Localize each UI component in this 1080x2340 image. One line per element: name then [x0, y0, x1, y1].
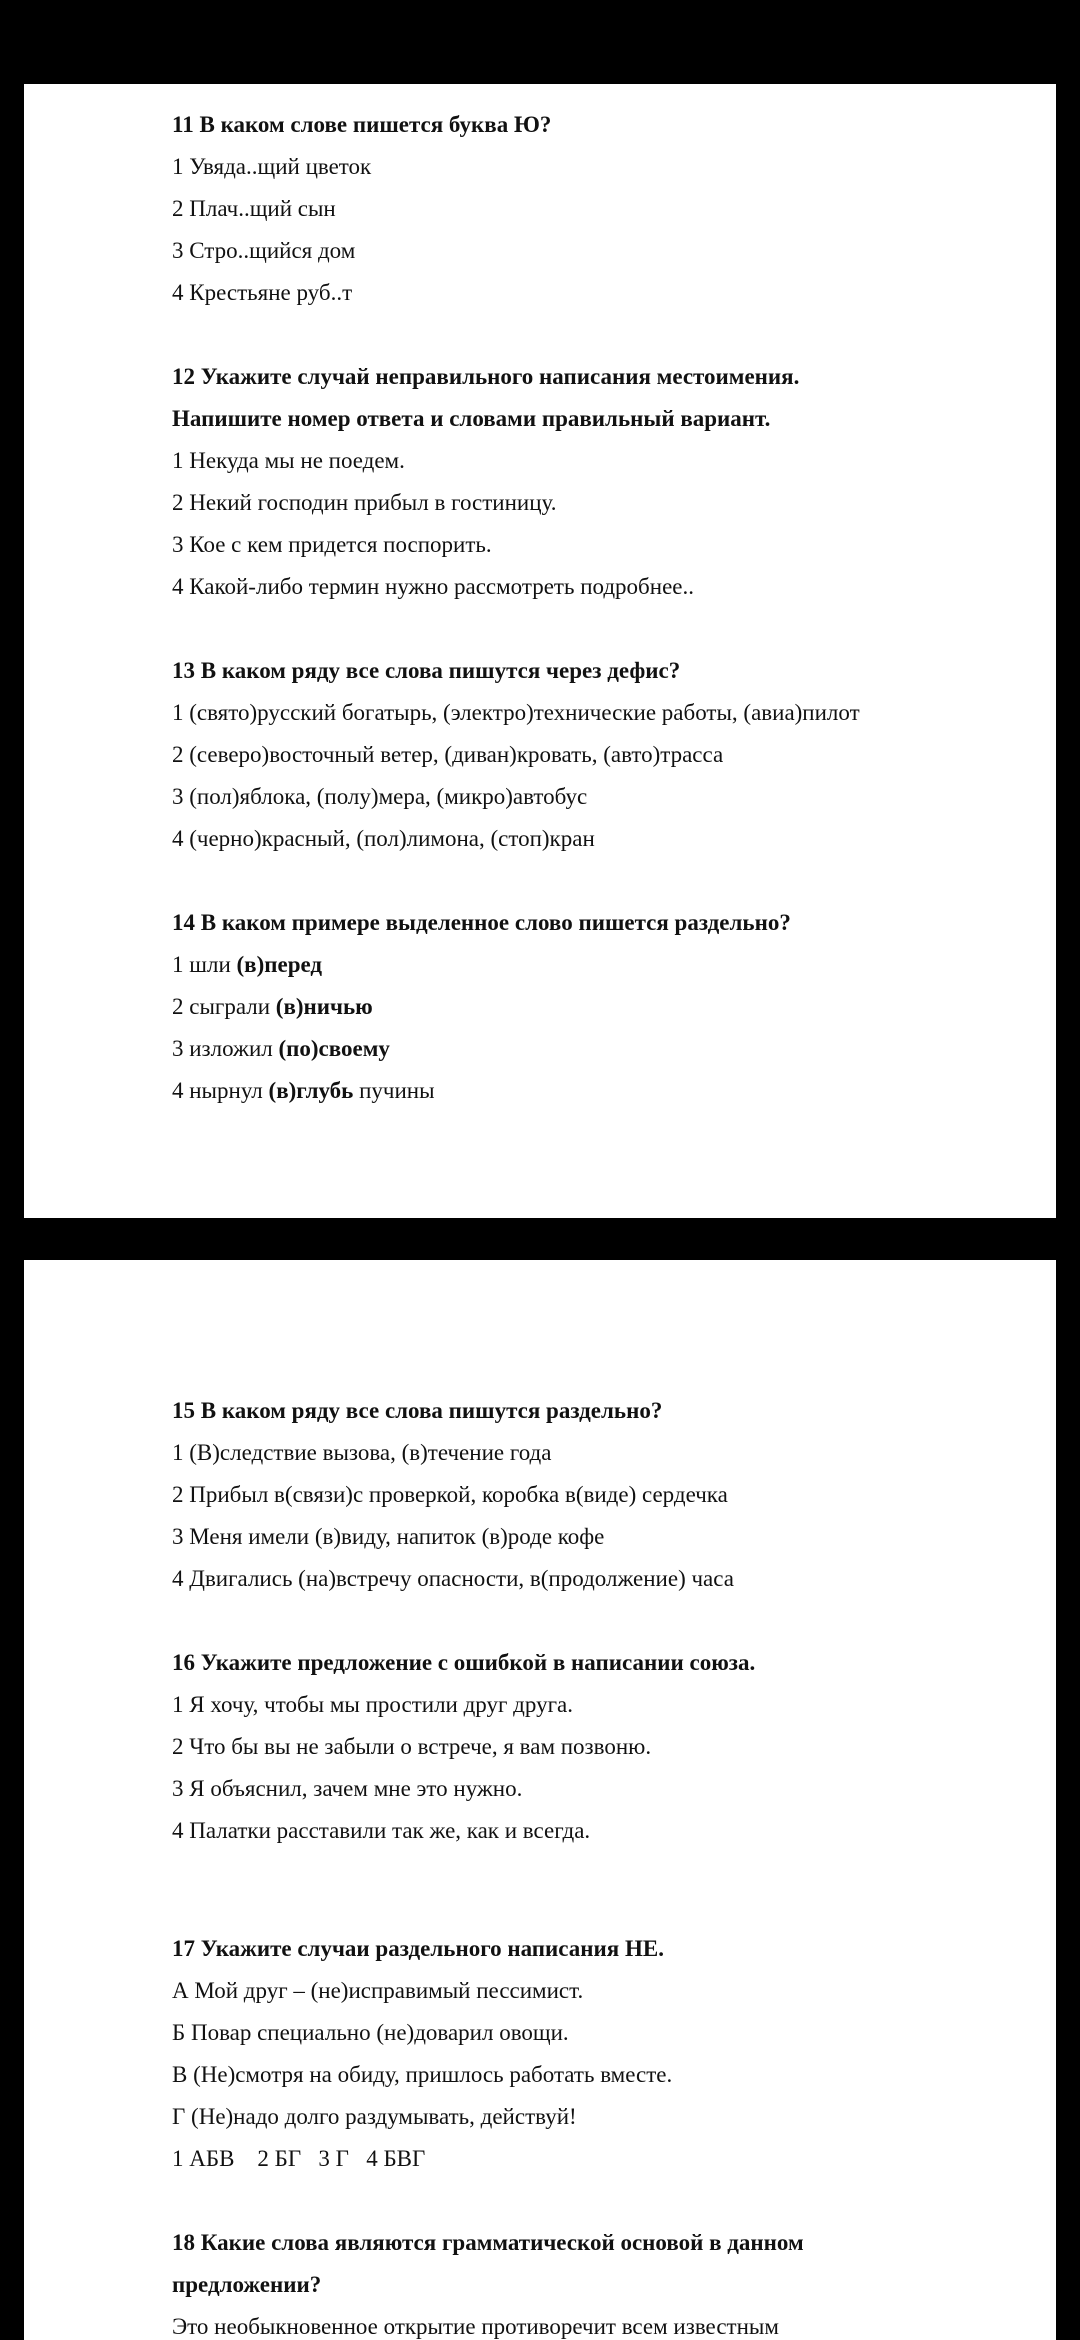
question-13-option-4: 4 (черно)красный, (пол)лимона, (стоп)кран	[172, 826, 595, 851]
question-18-title-line-1: 18 Какие слова являются грамматической основой в данном	[172, 2230, 804, 2255]
question-17-title: 17 Укажите случаи раздельного написания НЕ.	[172, 1936, 664, 1961]
question-17-option-g: Г (Не)надо долго раздумывать, действуй!	[172, 2104, 577, 2129]
question-14-option-2	[172, 986, 1036, 1028]
question-12-title-line-2: Напишите номер ответа и словами правильный вариант.	[172, 406, 771, 431]
highlighted-word: (в)перед	[236, 952, 323, 977]
question-15-option-2: 2 Прибыл в(связи)с проверкой, коробка в(виде) сердечка	[172, 1482, 728, 1507]
question-11-option-4: 4 Крестьяне руб..т	[172, 280, 353, 305]
spacer	[172, 1852, 1036, 1928]
page-2-content	[172, 1390, 1036, 2340]
highlighted-word: (в)ничью	[275, 994, 373, 1019]
option-text: 3 изложил	[172, 1036, 279, 1061]
question-14-option-3	[172, 1028, 1036, 1070]
question-13-option-1: 1 (свято)русский богатырь, (электро)технические работы, (авиа)пилот	[172, 700, 860, 725]
question-18-title-line-2: предложении?	[172, 2272, 322, 2297]
question-17-answers: 1 АБВ 2 БГ 3 Г 4 БВГ	[172, 2146, 426, 2171]
question-15-option-1: 1 (В)следствие вызова, (в)течение года	[172, 1440, 552, 1465]
question-18-text: Это необыкновенное открытие противоречит всем известным	[172, 2314, 779, 2339]
question-15-option-4: 4 Двигались (на)встречу опасности, в(продолжение) часа	[172, 1566, 734, 1591]
question-11-title: 11 В каком слове пишется буква Ю?	[172, 112, 552, 137]
question-16-option-3: 3 Я объяснил, зачем мне это нужно.	[172, 1776, 523, 1801]
question-17-option-b: Б Повар специально (не)доварил овощи.	[172, 2020, 569, 2045]
page-1-content	[172, 104, 1036, 1112]
question-17-option-a: А Мой друг – (не)исправимый пессимист.	[172, 1978, 584, 2003]
document-page-2	[24, 1260, 1056, 2340]
highlighted-word: (по)своему	[278, 1036, 390, 1061]
spacer	[172, 608, 1036, 650]
question-12-option-3: 3 Кое с кем придется поспорить.	[172, 532, 492, 557]
question-15-option-3: 3 Меня имели (в)виду, напиток (в)роде кофе	[172, 1524, 605, 1549]
question-13-option-2: 2 (северо)восточный ветер, (диван)кровать, (авто)трасса	[172, 742, 724, 767]
question-11-option-3: 3 Стро..щийся дом	[172, 238, 356, 263]
question-13-title: 13 В каком ряду все слова пишутся через дефис?	[172, 658, 681, 683]
question-13-option-3: 3 (пол)яблока, (полу)мера, (микро)автобус	[172, 784, 588, 809]
question-11-option-2: 2 Плач..щий сын	[172, 196, 336, 221]
option-text: 1 шли	[172, 952, 237, 977]
question-12-option-1: 1 Некуда мы не поедем.	[172, 448, 405, 473]
question-16-title: 16 Укажите предложение с ошибкой в написании союза.	[172, 1650, 756, 1675]
question-14-option-4	[172, 1070, 1036, 1112]
spacer	[172, 860, 1036, 902]
question-12-option-2: 2 Некий господин прибыл в гостиницу.	[172, 490, 557, 515]
question-12-title-line-1: 12 Укажите случай неправильного написания местоимения.	[172, 364, 800, 389]
question-16-option-2: 2 Что бы вы не забыли о встрече, я вам позвоню.	[172, 1734, 652, 1759]
question-11-option-1: 1 Увяда..щий цветок	[172, 154, 372, 179]
question-16-option-1: 1 Я хочу, чтобы мы простили друг друга.	[172, 1692, 573, 1717]
question-15-title: 15 В каком ряду все слова пишутся раздельно?	[172, 1398, 663, 1423]
question-16-option-4: 4 Палатки расставили так же, как и всегда.	[172, 1818, 591, 1843]
document-page-1	[24, 84, 1056, 1218]
option-text: 4 нырнул	[172, 1078, 269, 1103]
option-text: 2 сыграли	[172, 994, 276, 1019]
option-text: пучины	[353, 1078, 435, 1103]
highlighted-word: (в)глубь	[268, 1078, 354, 1103]
question-17-option-v: В (Не)смотря на обиду, пришлось работать вместе.	[172, 2062, 673, 2087]
spacer	[172, 314, 1036, 356]
question-12-option-4: 4 Какой-либо термин нужно рассмотреть подробнее..	[172, 574, 694, 599]
spacer	[172, 2180, 1036, 2222]
question-14-option-1	[172, 944, 1036, 986]
question-14-title: 14 В каком примере выделенное слово пишется раздельно?	[172, 910, 791, 935]
spacer	[172, 1600, 1036, 1642]
